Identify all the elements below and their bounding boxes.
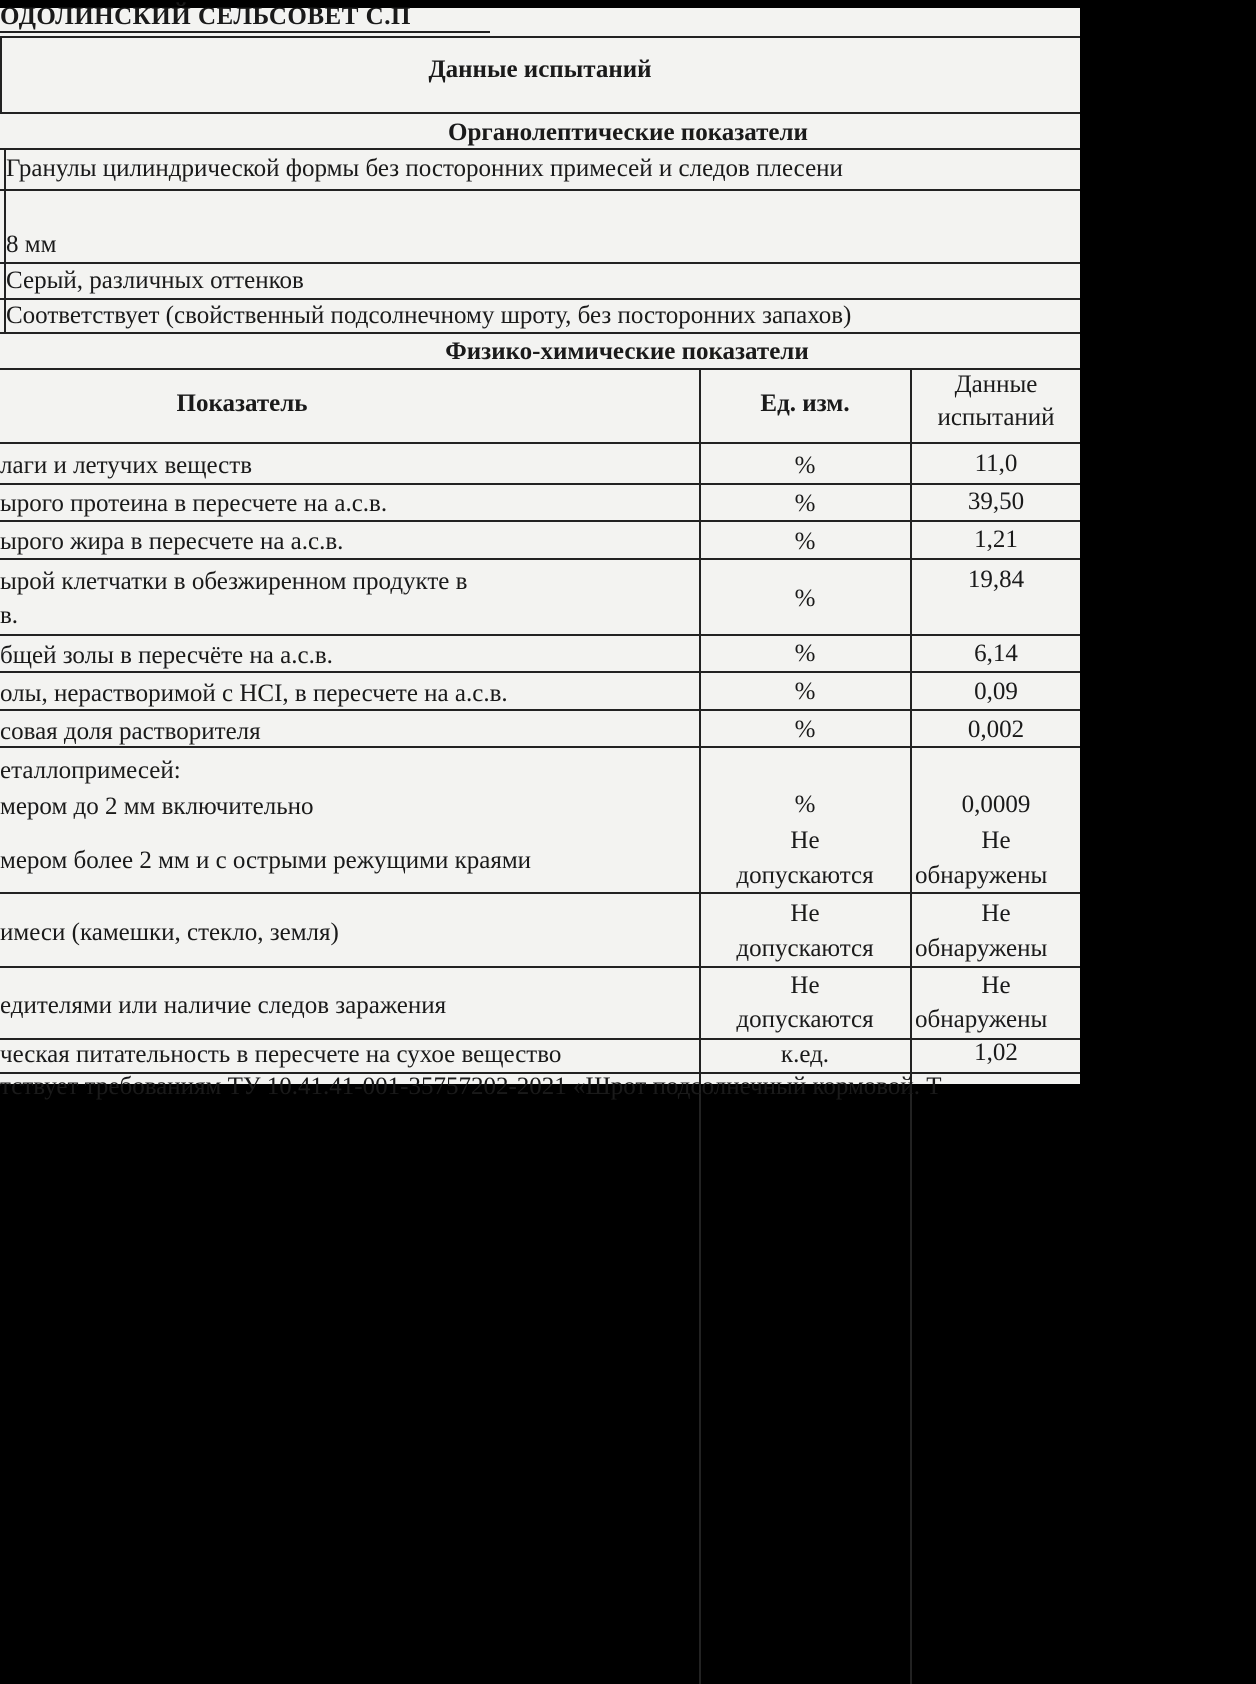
- divider: [0, 966, 1080, 968]
- column-header-indicator: Показатель: [176, 390, 308, 417]
- row-value: 11,0: [974, 450, 1018, 477]
- row-name: имеси (камешки, стекло, земля): [0, 919, 339, 946]
- row-name: совая доля растворителя: [0, 718, 261, 745]
- divider: [0, 520, 1080, 522]
- divider: [0, 671, 1080, 673]
- row-name: мером до 2 мм включительно: [0, 793, 314, 820]
- row-value-line1: Не: [981, 900, 1011, 927]
- row-unit: %: [794, 528, 816, 555]
- column-header-value-line2: испытаний: [937, 404, 1055, 431]
- row-value: 6,14: [974, 640, 1018, 667]
- row-value-line2: обнаружены: [915, 1006, 1048, 1033]
- row-unit-line2: допускаются: [736, 935, 874, 962]
- row-value-line1: Не: [981, 972, 1011, 999]
- divider: [0, 892, 1080, 894]
- divider: [0, 746, 1080, 748]
- row-value: 19,84: [967, 566, 1025, 593]
- divider: [0, 483, 1080, 485]
- row-unit: %: [794, 678, 816, 705]
- divider: [0, 442, 1080, 444]
- divider: [0, 262, 1080, 264]
- divider: [0, 112, 1080, 114]
- row-name-continued: в.: [0, 602, 19, 629]
- footer-partial-text: тствует требованиям ТУ 10.41.41-001-35757202-2021 «Шрот подсолнечный кормовой. Т: [0, 1073, 942, 1100]
- row-name: бщей золы в пересчёте на а.с.в.: [0, 642, 333, 669]
- divider: [0, 332, 1080, 334]
- organoleptic-row: 8 мм: [6, 231, 57, 258]
- row-name: мером более 2 мм и с острыми режущими краями: [0, 847, 532, 874]
- organoleptic-row: Серый, различных оттенков: [6, 267, 304, 294]
- organoleptic-row: Гранулы цилиндрической формы без посторонних примесей и следов плесени: [6, 155, 843, 182]
- row-unit: %: [794, 585, 816, 612]
- row-name: едителями или наличие следов заражения: [0, 992, 447, 1019]
- physchem-title: Физико-химические показатели: [445, 338, 809, 365]
- header-underline: [0, 31, 490, 33]
- row-name: еталлопримесей:: [0, 757, 181, 784]
- column-header-value-line1: Данные: [954, 371, 1038, 398]
- row-unit-line1: Не: [790, 827, 820, 854]
- row-unit: к.ед.: [780, 1041, 830, 1068]
- row-value: 0,09: [974, 678, 1018, 705]
- row-value-line2: обнаружены: [915, 862, 1048, 889]
- column-header-unit: Ед. изм.: [760, 390, 850, 417]
- row-unit-line1: Не: [790, 900, 820, 927]
- divider: [0, 634, 1080, 636]
- row-name: ырой клетчатки в обезжиренном продукте в: [0, 568, 468, 595]
- row-value-line2: обнаружены: [915, 935, 1048, 962]
- document-page: [0, 3, 1080, 1100]
- row-name: ырого протеина в пересчете на а.с.в.: [0, 490, 388, 517]
- row-name: олы, нерастворимой с HCI, в пересчете на а.с.в.: [0, 680, 508, 707]
- row-value: 1,02: [974, 1039, 1018, 1066]
- row-unit: %: [794, 452, 816, 479]
- table-top-border: [0, 36, 1080, 38]
- row-value: 0,0009: [961, 791, 1031, 818]
- organoleptic-row: Соответствует (свойственный подсолнечному шроту, без посторонних запахов): [6, 302, 852, 329]
- row-value: 0,002: [967, 716, 1025, 743]
- row-unit: %: [794, 791, 816, 818]
- row-value-line1: Не: [981, 827, 1011, 854]
- divider: [0, 709, 1080, 711]
- organoleptic-title: Органолептические показатели: [448, 119, 808, 146]
- row-value: 39,50: [967, 488, 1025, 515]
- divider: [0, 148, 1080, 150]
- divider: [0, 298, 1080, 300]
- row-name: ырого жира в пересчете на а.с.в.: [0, 528, 344, 555]
- row-unit: %: [794, 716, 816, 743]
- test-data-title: Данные испытаний: [428, 56, 652, 83]
- row-unit: %: [794, 490, 816, 517]
- row-value: 1,21: [974, 526, 1018, 553]
- divider: [0, 558, 1080, 560]
- row-unit: %: [794, 640, 816, 667]
- header-title: ОДОЛИНСКИЙ СЕЛЬСОВЕТ С.П: [0, 3, 411, 30]
- row-unit-line1: Не: [790, 972, 820, 999]
- row-unit-line2: допускаются: [736, 1006, 874, 1033]
- row-unit-line2: допускаются: [736, 862, 874, 889]
- divider: [0, 189, 1080, 191]
- row-name: лаги и летучих веществ: [0, 452, 253, 479]
- row-name: ческая питательность в пересчете на сухое вещество: [0, 1041, 562, 1068]
